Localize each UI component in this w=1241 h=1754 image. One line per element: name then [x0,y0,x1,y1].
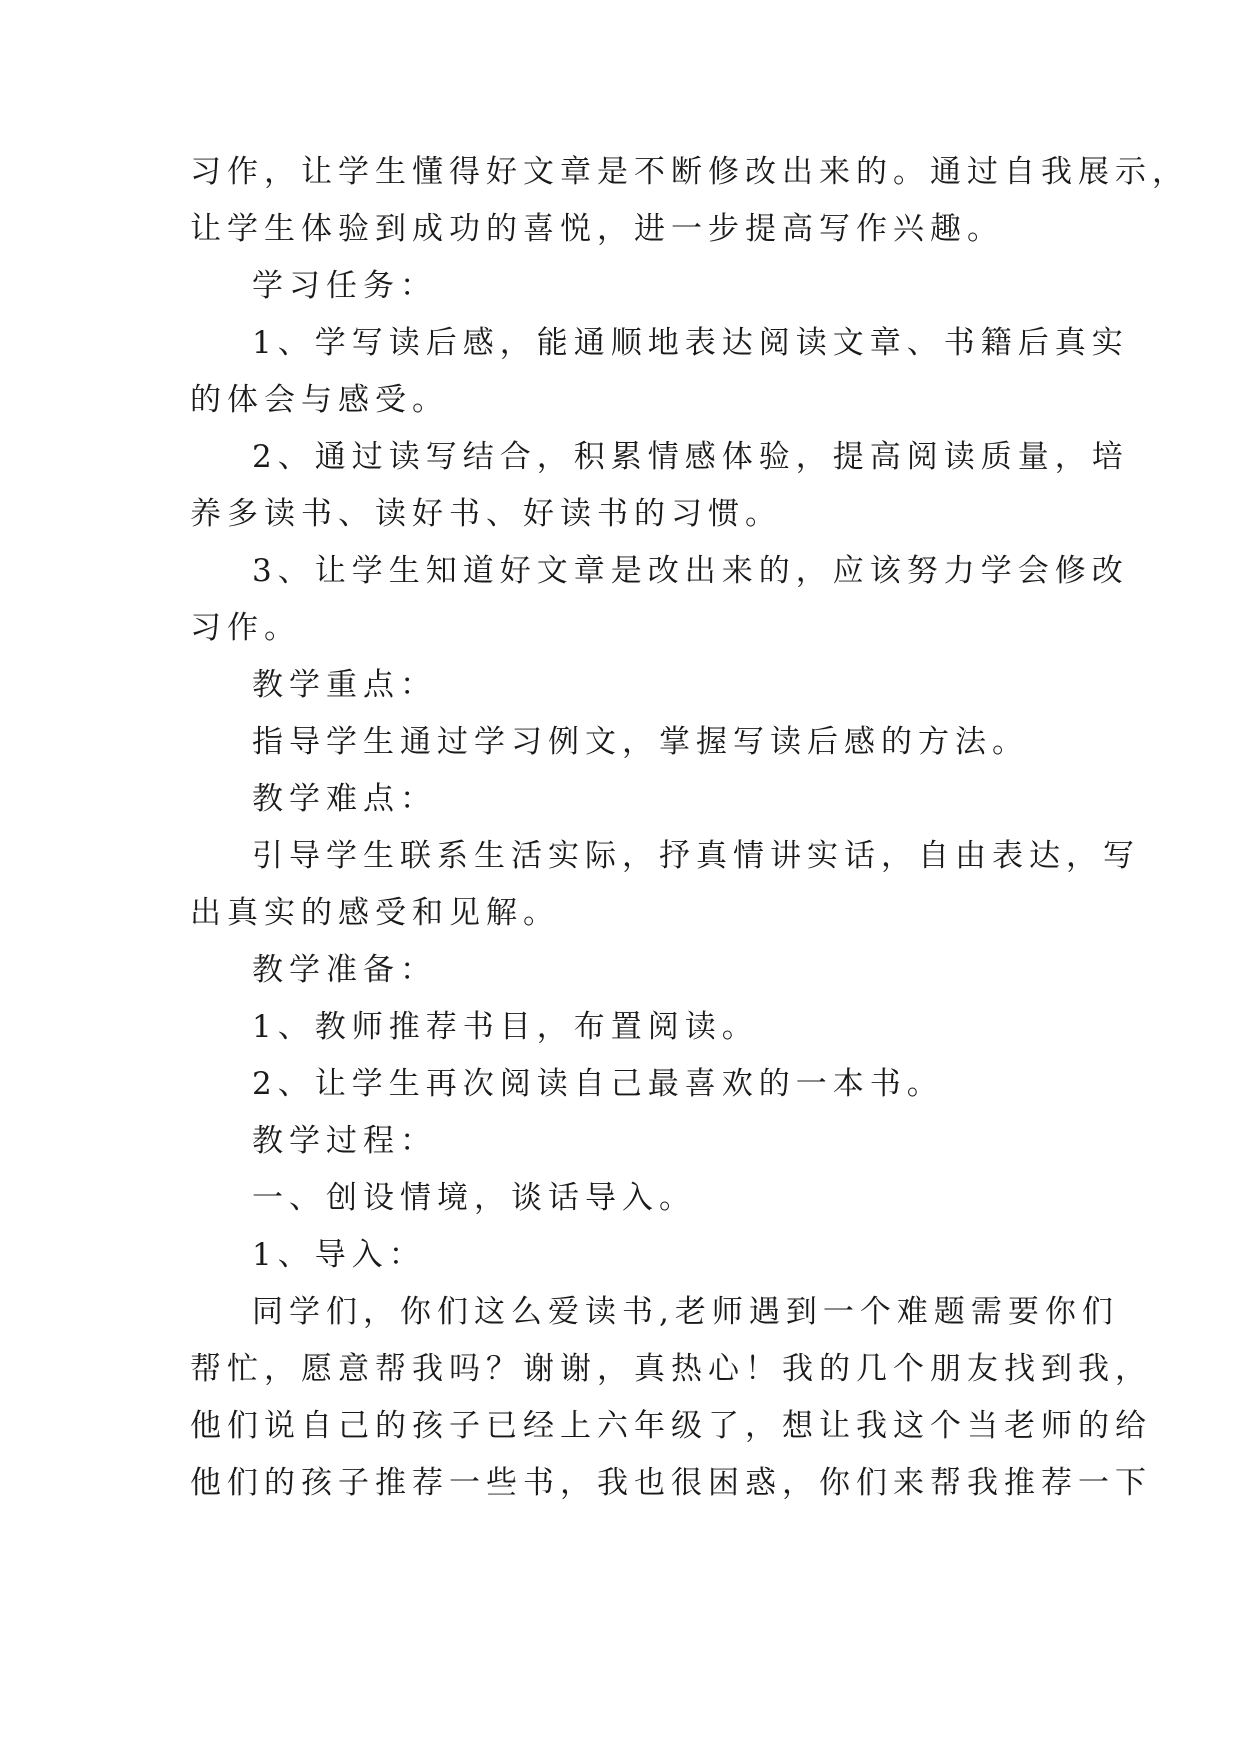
list-item: 2、通过读写结合，积累情感体验，提高阅读质量，培 [252,439,1129,475]
section-heading: 学习任务： [252,268,437,304]
section-heading: 教学重点： [252,667,437,703]
list-item: 1、教师推荐书目，布置阅读。 [252,1009,759,1045]
text-line: 他们说自己的孩子已经上六年级了，想让我这个当老师的给 [190,1408,1152,1444]
text-line: 指导学生通过学习例文，掌握写读后感的方法。 [252,724,1029,760]
section-heading: 教学准备： [252,952,437,988]
text-line: 他们的孩子推荐一些书，我也很困惑，你们来帮我推荐一下 [190,1465,1152,1501]
text-line: 习作，让学生懂得好文章是不断修改出来的。通过自我展示， [190,154,1189,190]
text-line: 帮忙，愿意帮我吗？谢谢，真热心！我的几个朋友找到我， [190,1351,1152,1387]
text-line: 习作。 [190,610,301,646]
list-item: 2、让学生再次阅读自己最喜欢的一本书。 [252,1066,944,1102]
list-item: 一、创设情境，谈话导入。 [252,1180,696,1216]
text-line: 的体会与感受。 [190,382,449,418]
text-line: 引导学生联系生活实际，抒真情讲实话，自由表达，写 [252,838,1140,874]
section-heading: 教学过程： [252,1123,437,1159]
text-line: 养多读书、读好书、好读书的习惯。 [190,496,782,532]
list-item: 1、导入： [252,1237,426,1273]
text-line: 同学们，你们这么爱读书,老师遇到一个难题需要你们 [252,1294,1119,1330]
section-heading: 教学难点： [252,781,437,817]
text-line: 出真实的感受和见解。 [190,895,560,931]
list-item: 1、学写读后感，能通顺地表达阅读文章、书籍后真实 [252,325,1129,361]
list-item: 3、让学生知道好文章是改出来的，应该努力学会修改 [252,553,1129,589]
text-line: 让学生体验到成功的喜悦，进一步提高写作兴趣。 [190,211,1004,247]
